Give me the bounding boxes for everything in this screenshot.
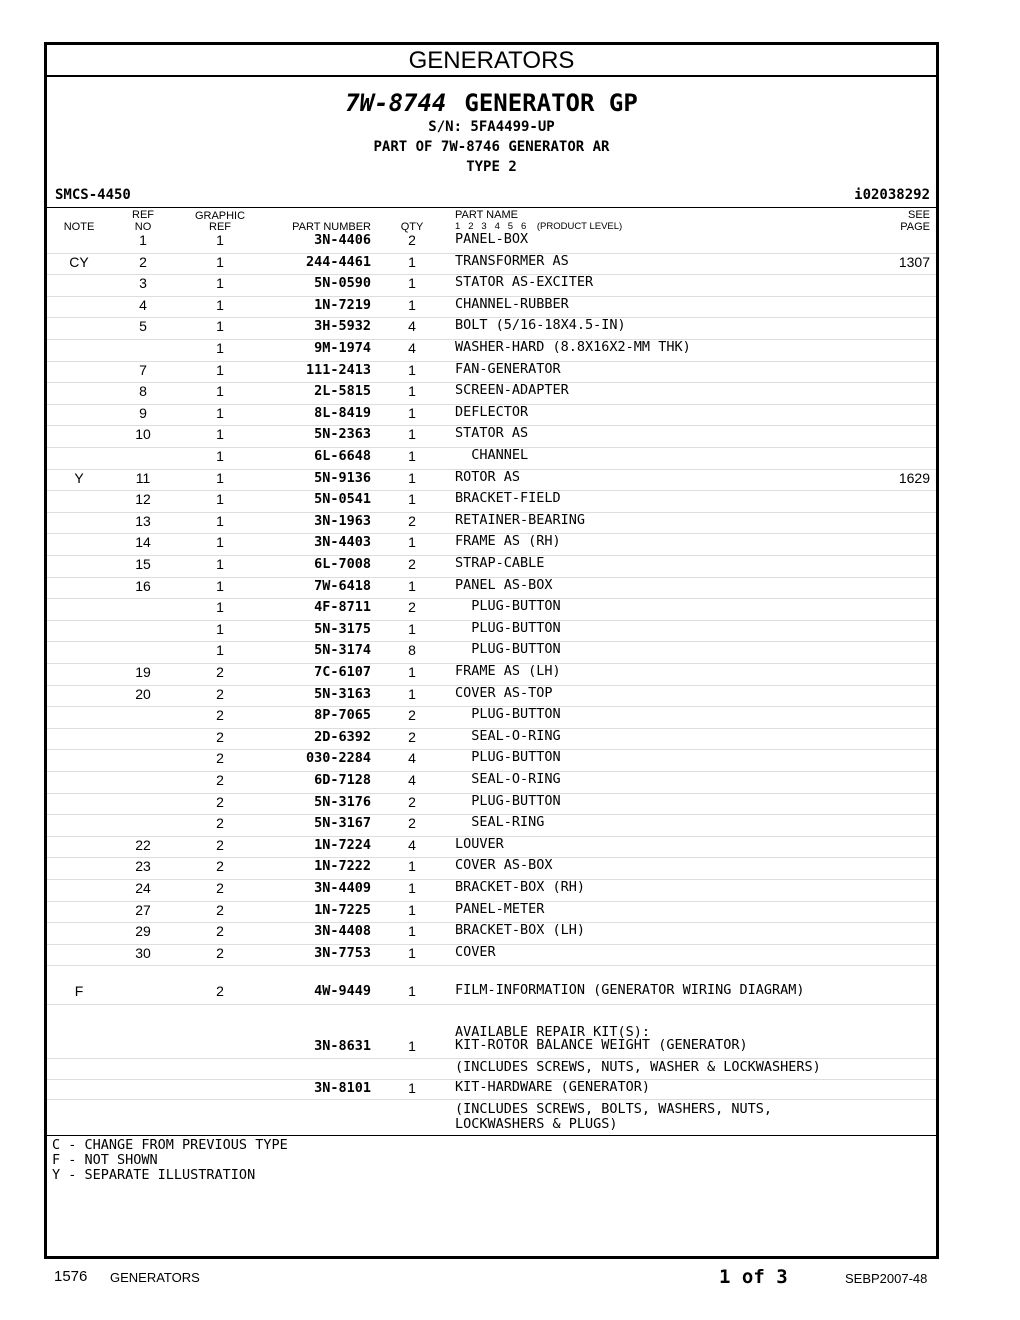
col-part-number: PART NUMBER xyxy=(292,221,371,233)
cell-part-name: FAN-GENERATOR xyxy=(455,360,561,377)
cell-part-name: PANEL-METER xyxy=(455,900,545,917)
table-row xyxy=(47,664,936,686)
cell-part-number: 2L-5815 xyxy=(314,383,371,400)
table-row xyxy=(47,254,936,276)
smcs-code: SMCS-4450 xyxy=(55,187,131,203)
cell-part-name: ROTOR AS xyxy=(455,468,521,485)
cell-part-name: WASHER-HARD (8.8X16X2-MM THK) xyxy=(455,339,691,355)
table-row xyxy=(47,448,936,470)
cell-part-name: PLUG-BUTTON xyxy=(455,749,561,766)
cell-part-number: 3N-4408 xyxy=(314,923,371,940)
cell-ref-no: 7 xyxy=(139,361,147,378)
cell-note: F xyxy=(74,983,84,999)
cell-qty: 1 xyxy=(408,1038,416,1054)
cell-part-name: COVER AS-BOX xyxy=(455,857,553,874)
cell-graphic-ref: 2 xyxy=(216,750,224,767)
cell-part-number: 3N-4403 xyxy=(314,534,371,551)
type-line: TYPE 2 xyxy=(466,159,517,175)
cell-qty: 1 xyxy=(408,361,416,378)
cell-part-name: SCREEN-ADAPTER xyxy=(455,382,569,399)
cell-qty: 2 xyxy=(408,793,416,810)
note-line: F - NOT SHOWN xyxy=(52,1152,158,1168)
cell-part-number: 3N-8101 xyxy=(314,1080,371,1096)
cell-ref-no: 10 xyxy=(135,426,151,443)
cell-part-name: PLUG-BUTTON xyxy=(455,598,561,615)
kit-includes-row xyxy=(47,1060,936,1080)
cell-part-name: CHANNEL-RUBBER xyxy=(455,295,569,312)
table-row xyxy=(47,729,936,751)
table-row xyxy=(47,340,936,362)
cell-part-number: 5N-3176 xyxy=(314,793,371,810)
cell-part-name: FILM-INFORMATION (GENERATOR WIRING DIAGRAM) xyxy=(455,982,805,998)
cell-graphic-ref: 1 xyxy=(216,253,224,270)
cell-part-number: 2D-6392 xyxy=(314,728,371,745)
cell-part-name: STATOR AS-EXCITER xyxy=(455,274,594,291)
cell-graphic-ref: 2 xyxy=(216,944,224,961)
cell-ref-no: 27 xyxy=(135,901,151,918)
cell-graphic-ref: 2 xyxy=(216,728,224,745)
cell-ref-no: 16 xyxy=(135,577,151,594)
cell-graphic-ref: 2 xyxy=(216,836,224,853)
serial-range: S/N: 5FA4499-UP xyxy=(428,119,555,135)
cell-part-name: BRACKET-FIELD xyxy=(455,490,561,507)
table-row xyxy=(47,491,936,513)
cell-ref-no: 14 xyxy=(135,534,151,551)
cell-graphic-ref: 1 xyxy=(216,275,224,292)
col-part-name: PART NAME xyxy=(455,209,518,221)
table-row xyxy=(47,621,936,643)
note-line: C - CHANGE FROM PREVIOUS TYPE xyxy=(52,1137,288,1153)
cell-ref-no: 8 xyxy=(139,383,147,400)
cell-part-number: 1N-7224 xyxy=(314,836,371,853)
cell-ref-no: 15 xyxy=(135,556,151,572)
cell-part-name: BRACKET-BOX (LH) xyxy=(455,922,586,939)
cell-qty: 1 xyxy=(408,880,416,896)
group-title xyxy=(47,89,936,117)
kits-heading: AVAILABLE REPAIR KIT(S): xyxy=(455,1024,651,1040)
cell-ref-no: 12 xyxy=(135,491,151,508)
cell-part-number: 3N-1963 xyxy=(314,512,371,529)
cell-part-name: RETAINER-BEARING xyxy=(455,511,586,528)
table-row xyxy=(47,707,936,729)
cell-graphic-ref: 1 xyxy=(216,448,224,464)
page-of: 1 of 3 xyxy=(719,1266,788,1288)
cell-part-name: FRAME AS (LH) xyxy=(455,663,561,679)
cell-part-name: BRACKET-BOX (RH) xyxy=(455,879,586,895)
cell-qty: 1 xyxy=(408,858,416,875)
film-row xyxy=(47,983,936,1005)
cell-qty: 4 xyxy=(408,836,416,853)
table-row xyxy=(47,318,936,340)
cell-qty: 1 xyxy=(408,983,416,999)
cell-qty: 1 xyxy=(408,253,416,270)
cell-graphic-ref: 1 xyxy=(216,620,224,637)
cell-qty: 1 xyxy=(408,491,416,508)
cell-qty: 1 xyxy=(408,620,416,637)
cell-graphic-ref: 2 xyxy=(216,707,224,724)
cell-graphic-ref: 1 xyxy=(216,404,224,421)
cell-part-name: TRANSFORMER AS xyxy=(455,252,569,269)
cell-part-name: BOLT (5/16-18X4.5-IN) xyxy=(455,317,626,334)
cell-qty: 1 xyxy=(408,275,416,292)
cell-part-name: SEAL-O-RING xyxy=(455,727,561,744)
kit-includes: (INCLUDES SCREWS, BOLTS, WASHERS, NUTS, LOCKWASHERS & PLUGS) xyxy=(455,1101,772,1132)
cell-qty: 8 xyxy=(408,642,416,659)
table-row xyxy=(47,642,936,664)
cell-part-name: CHANNEL xyxy=(455,447,529,463)
table-row xyxy=(47,362,936,384)
cell-graphic-ref: 1 xyxy=(216,340,224,356)
cell-part-name: STATOR AS xyxy=(455,425,529,442)
cell-qty: 1 xyxy=(408,685,416,702)
cell-part-number: 6L-7008 xyxy=(314,556,371,572)
cell-graphic-ref: 2 xyxy=(216,880,224,896)
header-divider xyxy=(47,207,936,208)
cell-part-number: 030-2284 xyxy=(305,750,371,767)
cell-graphic-ref: 1 xyxy=(216,318,224,335)
cell-graphic-ref: 1 xyxy=(216,383,224,400)
cell-part-number: 3N-4409 xyxy=(314,880,371,896)
cell-ref-no: 29 xyxy=(135,923,151,940)
cell-ref-no: 30 xyxy=(135,944,151,961)
cell-part-name: PANEL AS-BOX xyxy=(455,576,553,593)
cell-part-name: DEFLECTOR xyxy=(455,403,529,420)
note-line: Y - SEPARATE ILLUSTRATION xyxy=(52,1167,256,1183)
cell-part-number: 7C-6107 xyxy=(314,664,371,680)
col-ref-1: REF xyxy=(132,209,154,221)
cell-qty: 1 xyxy=(408,923,416,940)
group-part-number: 7W-8744 xyxy=(345,89,447,117)
cell-graphic-ref: 2 xyxy=(216,772,224,788)
cell-qty: 1 xyxy=(408,534,416,551)
cell-part-number: 6D-7128 xyxy=(314,772,371,788)
table-row xyxy=(47,858,936,880)
cell-ref-no: 2 xyxy=(139,253,147,270)
cell-graphic-ref: 1 xyxy=(216,512,224,529)
col-qty: QTY xyxy=(400,221,424,233)
cell-graphic-ref: 2 xyxy=(216,815,224,832)
part-of-line: PART OF 7W-8746 GENERATOR AR xyxy=(373,139,610,155)
cell-qty: 1 xyxy=(408,426,416,443)
col-graphic-2: REF xyxy=(209,221,231,233)
parts-page-frame xyxy=(44,42,939,1259)
cell-graphic-ref: 1 xyxy=(216,491,224,508)
cell-part-number: 244-4461 xyxy=(305,253,371,270)
cell-part-number: 3H-5932 xyxy=(314,318,371,335)
cell-ref-no: 19 xyxy=(135,664,151,680)
cell-part-name: STRAP-CABLE xyxy=(455,555,545,571)
cell-qty: 2 xyxy=(408,556,416,572)
cell-ref-no: 13 xyxy=(135,512,151,529)
cell-ref-no: 20 xyxy=(135,685,151,702)
cell-graphic-ref: 2 xyxy=(216,793,224,810)
cell-see-page: 1307 xyxy=(898,253,930,270)
cell-part-name: PANEL-BOX xyxy=(455,231,529,247)
cell-ref-no: 22 xyxy=(135,836,151,853)
table-row xyxy=(47,837,936,859)
cell-part-number: 5N-3175 xyxy=(314,620,371,637)
cell-graphic-ref: 1 xyxy=(216,296,224,313)
cell-ref-no: 11 xyxy=(135,469,151,486)
notes-legend xyxy=(52,1138,288,1183)
cell-part-number: 9M-1974 xyxy=(314,340,371,356)
col-graphic-1: GRAPHIC xyxy=(194,210,246,222)
cell-graphic-ref: 2 xyxy=(216,858,224,875)
doc-id: SEBP2007-48 xyxy=(845,1271,928,1286)
cell-part-number: 4F-8711 xyxy=(314,599,371,616)
cell-part-number: 8P-7065 xyxy=(314,707,371,724)
cell-part-number: 4W-9449 xyxy=(314,983,371,999)
cell-graphic-ref: 2 xyxy=(216,901,224,918)
cell-note: Y xyxy=(74,469,84,486)
cell-graphic-ref: 2 xyxy=(216,923,224,940)
table-row xyxy=(47,599,936,621)
cell-part-name: KIT-HARDWARE (GENERATOR) xyxy=(455,1079,651,1095)
cell-part-number: 5N-3163 xyxy=(314,685,371,702)
cell-part-name: FRAME AS (RH) xyxy=(455,533,561,550)
cell-graphic-ref: 1 xyxy=(216,534,224,551)
section-title: GENERATORS xyxy=(47,45,936,77)
cell-part-name: COVER xyxy=(455,943,496,960)
cell-ref-no: 4 xyxy=(139,296,147,313)
cell-qty: 1 xyxy=(408,404,416,421)
col-see-1: SEE xyxy=(907,209,930,221)
cell-graphic-ref: 2 xyxy=(216,983,224,999)
cell-part-number: 5N-3174 xyxy=(314,642,371,659)
cell-part-number: 1N-7222 xyxy=(314,858,371,875)
notes-divider xyxy=(47,1135,936,1136)
cell-ref-no: 23 xyxy=(135,858,151,875)
illustration-id: i02038292 xyxy=(854,187,930,203)
cell-qty: 4 xyxy=(408,750,416,767)
page-number: 1576 xyxy=(54,1268,88,1285)
table-row xyxy=(47,945,936,967)
col-note: NOTE xyxy=(63,221,95,233)
table-row xyxy=(47,405,936,427)
cell-part-number: 3N-4406 xyxy=(314,232,371,248)
col-ref-2: NO xyxy=(134,221,152,233)
cell-qty: 1 xyxy=(408,944,416,961)
cell-qty: 1 xyxy=(408,664,416,680)
cell-part-number: 5N-9136 xyxy=(314,469,371,486)
table-row xyxy=(47,297,936,319)
cell-qty: 1 xyxy=(408,448,416,464)
table-row xyxy=(47,902,936,924)
cell-part-number: 6L-6648 xyxy=(314,448,371,464)
cell-part-name: SEAL-O-RING xyxy=(455,771,561,787)
cell-qty: 2 xyxy=(408,512,416,529)
cell-part-name: SEAL-RING xyxy=(455,814,545,831)
cell-part-number: 5N-0590 xyxy=(314,275,371,292)
table-row xyxy=(47,880,936,902)
cell-qty: 1 xyxy=(408,1080,416,1096)
cell-qty: 4 xyxy=(408,772,416,788)
cell-qty: 4 xyxy=(408,340,416,356)
table-row xyxy=(47,772,936,794)
cell-part-number: 5N-3167 xyxy=(314,815,371,832)
cell-part-number: 1N-7219 xyxy=(314,296,371,313)
cell-ref-no: 9 xyxy=(139,404,147,421)
cell-qty: 2 xyxy=(408,232,416,248)
table-row xyxy=(47,383,936,405)
cell-part-name: LOUVER xyxy=(455,835,504,852)
cell-part-name: KIT-ROTOR BALANCE WEIGHT (GENERATOR) xyxy=(455,1037,748,1053)
cell-graphic-ref: 1 xyxy=(216,599,224,616)
cell-graphic-ref: 1 xyxy=(216,469,224,486)
cell-part-number: 1N-7225 xyxy=(314,901,371,918)
cell-qty: 4 xyxy=(408,318,416,335)
table-row xyxy=(47,815,936,837)
kit-row xyxy=(47,1038,936,1059)
cell-part-number: 3N-7753 xyxy=(314,944,371,961)
table-row xyxy=(47,426,936,448)
cell-part-number: 5N-2363 xyxy=(314,426,371,443)
table-row xyxy=(47,750,936,772)
kit-includes: (INCLUDES SCREWS, NUTS, WASHER & LOCKWASHERS) xyxy=(455,1059,821,1075)
cell-qty: 1 xyxy=(408,577,416,594)
cell-graphic-ref: 2 xyxy=(216,685,224,702)
cell-qty: 1 xyxy=(408,901,416,918)
cell-part-name: PLUG-BUTTON xyxy=(455,619,561,636)
col-see-2: PAGE xyxy=(900,221,930,233)
group-part-name: GENERATOR GP xyxy=(464,89,638,117)
cell-part-number: 7W-6418 xyxy=(314,577,371,594)
cell-part-number: 111-2413 xyxy=(305,361,371,378)
table-row xyxy=(47,534,936,556)
table-row xyxy=(47,232,936,254)
cell-qty: 1 xyxy=(408,383,416,400)
cell-qty: 2 xyxy=(408,815,416,832)
cell-see-page: 1629 xyxy=(898,469,930,486)
cell-ref-no: 3 xyxy=(139,275,147,292)
cell-ref-no: 1 xyxy=(139,232,147,248)
table-row xyxy=(47,513,936,535)
col-product-level: 1 2 3 4 5 6 (PRODUCT LEVEL) xyxy=(455,221,623,232)
cell-graphic-ref: 2 xyxy=(216,664,224,680)
table-row xyxy=(47,275,936,297)
kit-row xyxy=(47,1080,936,1100)
table-row xyxy=(47,794,936,816)
table-row xyxy=(47,556,936,578)
cell-qty: 2 xyxy=(408,599,416,616)
table-row xyxy=(47,686,936,708)
cell-ref-no: 24 xyxy=(135,880,151,896)
cell-part-name: PLUG-BUTTON xyxy=(455,706,561,723)
cell-graphic-ref: 1 xyxy=(216,232,224,248)
cell-part-name: PLUG-BUTTON xyxy=(455,641,561,658)
footer-section: GENERATORS xyxy=(110,1270,200,1285)
cell-qty: 1 xyxy=(408,469,416,486)
cell-qty: 1 xyxy=(408,296,416,313)
table-row xyxy=(47,470,936,492)
cell-ref-no: 5 xyxy=(139,318,147,335)
cell-graphic-ref: 1 xyxy=(216,361,224,378)
cell-graphic-ref: 1 xyxy=(216,426,224,443)
cell-qty: 2 xyxy=(408,728,416,745)
cell-note: CY xyxy=(69,253,89,270)
cell-part-number: 8L-8419 xyxy=(314,404,371,421)
cell-part-number: 5N-0541 xyxy=(314,491,371,508)
cell-qty: 2 xyxy=(408,707,416,724)
cell-part-number: 3N-8631 xyxy=(314,1038,371,1054)
table-row xyxy=(47,578,936,600)
table-row xyxy=(47,923,936,945)
cell-graphic-ref: 1 xyxy=(216,577,224,594)
cell-graphic-ref: 1 xyxy=(216,642,224,659)
cell-graphic-ref: 1 xyxy=(216,556,224,572)
cell-part-name: PLUG-BUTTON xyxy=(455,792,561,809)
cell-part-name: COVER AS-TOP xyxy=(455,684,553,701)
